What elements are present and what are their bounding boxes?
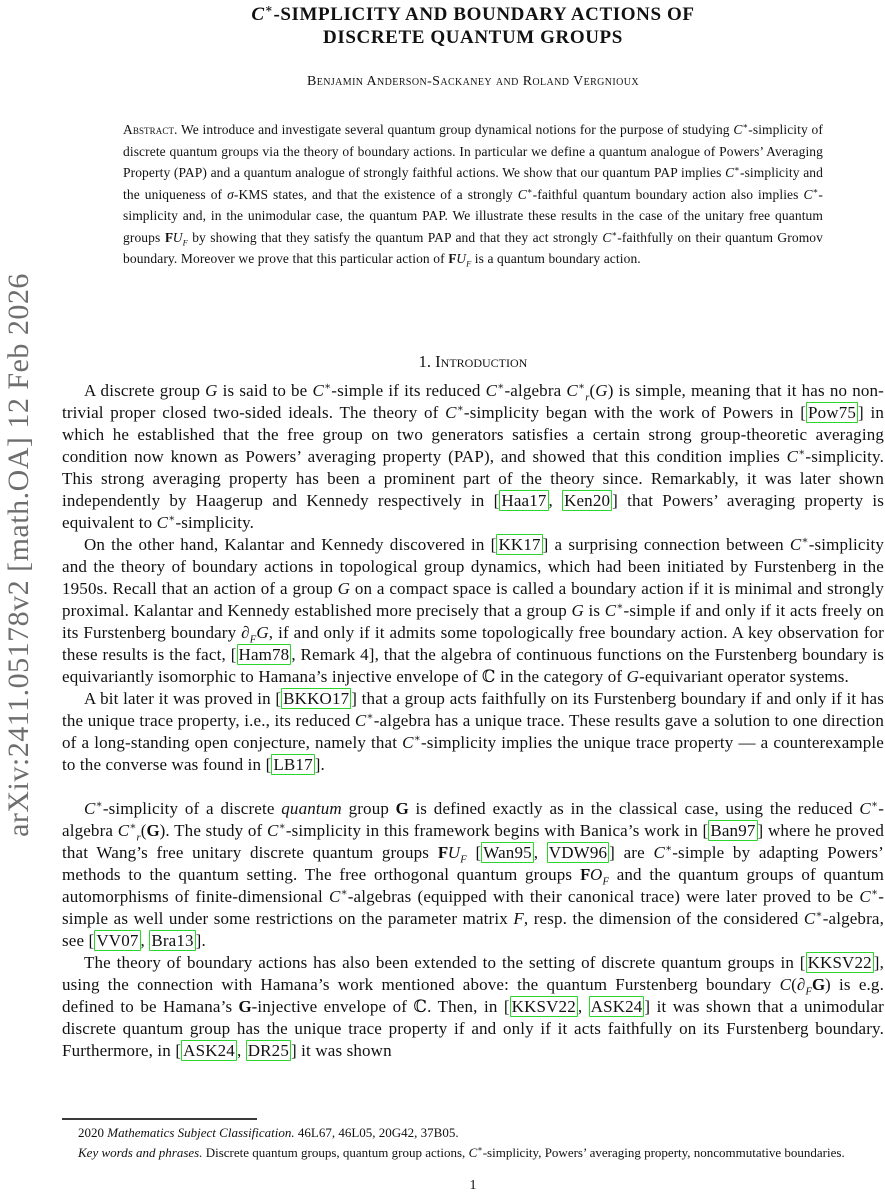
text-segment: is a quantum boundary action. xyxy=(471,251,641,266)
text-segment: ∗ xyxy=(477,1144,483,1154)
text-segment: G xyxy=(337,579,351,598)
text-segment: ∗ xyxy=(413,733,421,745)
text-segment: G xyxy=(395,799,409,818)
text-segment: U xyxy=(456,251,467,266)
text-segment: C xyxy=(402,733,414,752)
text-segment: ] where he proved that Wang’s free unitary discrete quantum groups xyxy=(62,821,884,862)
text-segment: C xyxy=(803,186,813,202)
text-segment: A discrete group xyxy=(84,381,206,400)
citation-link-kksv22[interactable]: KKSV22 xyxy=(511,997,576,1016)
text-segment: G xyxy=(205,381,218,400)
text-segment: , xyxy=(236,1041,246,1060)
text-segment: C xyxy=(445,403,457,422)
text-segment: ∗ xyxy=(323,381,332,393)
text-segment: -simplicity and the theory of boundary actions in topological group dynamics, which had been initiated by Furstenberg in the 1950s. Recall that an action of a group xyxy=(62,535,884,598)
text-segment: C xyxy=(566,381,578,400)
text-segment: , xyxy=(548,491,563,510)
msc-footnote xyxy=(62,1123,884,1143)
citation-link-bkko17[interactable]: BKKO17 xyxy=(283,689,350,708)
text-segment: -algebra has a unique trace. These results gave a solution to one direction of a long-standing open conjecture, namely that xyxy=(62,711,884,752)
text-segment: ] that a group acts faithfully on its Furstenberg boundary if and only if it has the unique trace property, i.e., its reduced xyxy=(62,689,884,730)
text-segment: C xyxy=(468,1144,478,1160)
text-segment: C xyxy=(485,381,498,400)
text-segment: ]. xyxy=(314,755,325,774)
citation-link-ham78[interactable]: Ham78 xyxy=(238,645,290,664)
text-segment: ∗ xyxy=(870,887,879,899)
text-segment: 2020 xyxy=(78,1125,108,1140)
text-segment: ∗ xyxy=(129,821,137,833)
text-segment: ] a surprising connection between xyxy=(542,535,790,554)
text-segment: -simplicity and, in the unimodular case, the quantum PAP. We illustrate these results in the case of the unitary free quantum groups xyxy=(123,186,823,245)
citation-link-ken20[interactable]: Ken20 xyxy=(564,491,611,510)
text-segment: -simplicity and the uniqueness of xyxy=(123,165,823,202)
text-segment: C xyxy=(789,535,802,554)
text-segment: ∗ xyxy=(95,799,103,811)
text-segment: -SIMPLICITY AND BOUNDARY ACTIONS OF xyxy=(273,4,695,25)
text-segment: quantum xyxy=(281,799,342,818)
intro-paragraph-1 xyxy=(62,380,884,534)
text-segment: C xyxy=(328,887,341,906)
text-segment: , xyxy=(577,997,589,1016)
text-segment: C xyxy=(786,447,799,466)
text-segment: is defined exactly as in the classical case, using the reduced xyxy=(408,799,860,818)
text-segment: ) is simple, meaning that it has no non-trivial proper closed two-sided ideals. The theory of xyxy=(62,381,884,422)
text-segment: C xyxy=(733,122,743,137)
text-segment: Mathematics Subject Classification. xyxy=(107,1125,295,1140)
intro-paragraph-5 xyxy=(62,952,884,1062)
text-segment: G xyxy=(626,667,640,686)
text-segment: C xyxy=(517,186,527,202)
text-segment: U xyxy=(447,843,461,862)
text-segment: ( xyxy=(589,381,596,400)
text-segment: C xyxy=(117,821,130,840)
text-segment: C xyxy=(725,165,735,180)
text-segment: ∗ xyxy=(664,843,673,855)
text-segment: ], using the connection with Hamana’s work mentioned above: the quantum Furstenberg boundary xyxy=(62,953,884,994)
paper-title xyxy=(62,3,884,49)
text-segment: -algebra xyxy=(504,381,567,400)
text-segment: by showing that they satisfy the quantum PAP and that they act strongly xyxy=(187,229,603,245)
text-segment: C xyxy=(602,229,612,245)
text-segment: , xyxy=(140,931,150,950)
text-segment: σ xyxy=(227,186,234,202)
abstract xyxy=(123,119,823,270)
intro-paragraph-2 xyxy=(62,534,884,688)
text-segment: ∗ xyxy=(340,887,348,899)
citation-link-haa17[interactable]: Haa17 xyxy=(501,491,547,510)
text-segment: F xyxy=(437,843,448,862)
text-segment: , resp. the dimension of the considered xyxy=(523,909,804,928)
text-segment: ∂ xyxy=(796,975,806,994)
text-segment: -algebras (equipped with their canonical trace) were later proved to be xyxy=(347,887,860,906)
paper-title-line1 xyxy=(62,3,884,26)
text-segment: G xyxy=(146,821,160,840)
text-segment: ] that Powers’ averaging property is equivalent to xyxy=(62,491,884,532)
citation-link-ask24[interactable]: ASK24 xyxy=(183,1041,235,1060)
text-segment: is xyxy=(583,601,605,620)
text-segment: , Remark 4], that the algebra of continuous functions on the Furstenberg boundary is equivariantly isomorphic to Hamana’s injective envelope of ℂ in the category of xyxy=(62,645,885,686)
text-segment: F xyxy=(448,251,457,266)
text-segment: ∗ xyxy=(734,164,740,174)
text-segment: C xyxy=(859,799,871,818)
text-segment: -equivariant operator systems. xyxy=(639,667,849,686)
citation-link-bra13[interactable]: Bra13 xyxy=(151,931,194,950)
text-segment: C xyxy=(251,4,265,25)
citation-link-kk17[interactable]: KK17 xyxy=(498,535,541,554)
text-segment: ∗ xyxy=(812,186,819,195)
citation-link-lb17[interactable]: LB17 xyxy=(273,755,313,774)
text-segment: ∗ xyxy=(616,601,624,613)
keywords-footnote xyxy=(62,1143,884,1163)
text-segment: and the quantum groups of quantum automorphisms of finite-dimensional xyxy=(62,865,884,906)
text-segment: F xyxy=(466,259,472,269)
text-segment: G xyxy=(595,381,608,400)
text-segment: on a compact space is called a boundary action if it is minimal and strongly proximal. Kalantar and Kennedy established more precisely that a group xyxy=(62,579,884,620)
text-segment: , xyxy=(533,843,547,862)
text-segment: -simplicity. xyxy=(175,513,255,532)
text-segment: -faithfully on their quantum Gromov boundary. Moreover we prove that this particular action of xyxy=(123,229,823,266)
text-segment: A bit later it was proved in [ xyxy=(84,689,282,708)
text-segment: 1. xyxy=(418,352,436,371)
text-segment: G xyxy=(238,997,252,1016)
text-segment: Key words and phrases. xyxy=(78,1144,203,1160)
text-segment: C xyxy=(803,909,816,928)
text-segment: -KMS states, and that the existence of a strongly xyxy=(233,186,518,202)
text-segment: On the other hand, Kalantar and Kennedy discovered in [ xyxy=(84,535,497,554)
authors-line: Benjamin Anderson-Sackaney and Roland Vergnioux xyxy=(307,74,639,89)
text-segment: ] are xyxy=(609,843,654,862)
text-segment: ∗ xyxy=(456,403,464,415)
text-segment: O xyxy=(590,865,603,884)
text-segment: ] it was shown xyxy=(290,1041,392,1060)
text-segment: Discrete quantum groups, quantum group actions, xyxy=(202,1144,469,1160)
text-segment: ∗ xyxy=(870,799,879,811)
text-segment: C xyxy=(859,887,871,906)
introduction-body xyxy=(62,380,884,1062)
text-segment: r xyxy=(136,832,141,844)
text-segment: G xyxy=(812,975,826,994)
text-segment: ∗ xyxy=(497,381,505,393)
page-number: 1 xyxy=(469,1178,477,1193)
text-segment: G xyxy=(571,601,584,620)
text-segment: ∗ xyxy=(801,535,809,547)
text-segment: [ xyxy=(466,843,482,862)
text-segment: C xyxy=(779,975,792,994)
citation-link-pow75[interactable]: Pow75 xyxy=(808,403,857,422)
text-segment: C xyxy=(84,799,96,818)
text-segment: -simple by adapting Powers’ methods to the quantum setting. The free orthogonal quantum groups xyxy=(62,843,884,884)
text-segment: F xyxy=(513,909,524,928)
citation-link-vdw96[interactable]: VDW96 xyxy=(548,843,608,862)
text-segment: Introduction xyxy=(435,352,528,371)
intro-paragraph-3 xyxy=(62,688,884,776)
text-segment: ∗ xyxy=(366,711,374,723)
citation-link-ask24[interactable]: ASK24 xyxy=(590,997,643,1016)
intro-paragraph-4 xyxy=(62,798,884,952)
text-segment: -simplicity in this framework begins with Banica’s work in [ xyxy=(285,821,709,840)
text-segment: F xyxy=(182,238,188,248)
text-segment: ] it was shown that a unimodular discrete quantum group has the unique trace property if and only if it acts faithfully on its Furstenberg boundary. Furthermore, in [ xyxy=(62,997,884,1060)
text-segment: F xyxy=(602,876,610,888)
text-segment: -simplicity. This strong averaging property has been a prominent part of the theory since. Remarkably, it was later shown independently by Haagerup and Kennedy respectively in [ xyxy=(62,447,884,510)
text-segment: F xyxy=(460,854,467,866)
section-heading xyxy=(62,352,884,372)
text-segment: is said to be xyxy=(217,381,313,400)
citation-link-kksv22[interactable]: KKSV22 xyxy=(807,953,872,972)
text-segment: ∗ xyxy=(526,186,533,195)
text-segment: -simplicity of discrete quantum groups via the theory of boundary actions. In particular we define a quantum analogue of Powers’ Averaging Property (PAP) and a quantum analogue of strongly faithful actions. We show that our quantum PAP implies xyxy=(123,122,823,180)
text-segment: group xyxy=(341,799,396,818)
text-segment: -algebra, see [ xyxy=(62,909,884,950)
text-segment: U xyxy=(172,229,183,245)
footnote-rule xyxy=(62,1118,257,1120)
text-segment: -simplicity began with the work of Powers in [ xyxy=(463,403,807,422)
text-segment: ∗ xyxy=(815,909,823,921)
text-segment: ). The study of xyxy=(159,821,268,840)
text-segment: Abstract. xyxy=(123,122,178,137)
text-segment: -simplicity of a discrete xyxy=(102,799,282,818)
citation-link-vv07[interactable]: VV07 xyxy=(96,931,139,950)
text-segment: ∗ xyxy=(264,2,274,16)
text-segment: We introduce and investigate several quantum group dynamical notions for the purpose of studying xyxy=(177,122,734,137)
text-segment: -simplicity, Powers’ averaging property, noncommutative boundaries. xyxy=(482,1144,845,1160)
text-segment: -simple as well under some restrictions on the parameter matrix xyxy=(62,887,884,928)
text-segment: -simple if and only if it acts freely on its Furstenberg boundary xyxy=(62,601,884,642)
text-segment: ∗ xyxy=(577,381,586,393)
paper-title-line2 xyxy=(62,26,884,49)
citation-link-ban97[interactable]: Ban97 xyxy=(710,821,756,840)
text-segment: C xyxy=(604,601,617,620)
text-segment: ∗ xyxy=(611,229,618,238)
text-segment: -simple if its reduced xyxy=(331,381,486,400)
text-segment: C xyxy=(312,381,324,400)
text-segment: ∗ xyxy=(278,821,286,833)
text-segment: G xyxy=(256,623,269,642)
citation-link-dr25[interactable]: DR25 xyxy=(247,1041,289,1060)
citation-link-wan95[interactable]: Wan95 xyxy=(483,843,532,862)
text-segment: ∂ xyxy=(241,623,250,642)
text-segment: ] in which he established that the free group on two generators satisfies a certain strong group-theoretic averaging condition now known as Powers’ averaging property (PAP), and showed that this condition implies xyxy=(62,403,884,466)
text-segment: F xyxy=(164,229,173,245)
text-segment: C xyxy=(653,843,665,862)
text-segment: -injective envelope of ℂ. Then, in [ xyxy=(251,997,510,1016)
text-segment: ( xyxy=(140,821,147,840)
text-segment: ( xyxy=(791,975,797,994)
text-segment: ]. xyxy=(195,931,206,950)
text-segment: ∗ xyxy=(168,513,176,525)
text-segment: r xyxy=(585,392,590,404)
arxiv-watermark: arXiv:2411.05178v2 [math.OA] 12 Feb 2026 xyxy=(2,273,35,837)
text-segment: F xyxy=(579,865,591,884)
text-segment: , if and only if it admits some topologically free boundary action. A key observation for these results is the fact, [ xyxy=(62,623,884,664)
text-segment: ∗ xyxy=(798,447,806,459)
text-segment: F xyxy=(805,986,813,998)
text-segment: The theory of boundary actions has also been extended to the setting of discrete quantum groups in [ xyxy=(84,953,806,972)
text-segment: 46L67, 46L05, 20G42, 37B05. xyxy=(294,1125,459,1140)
text-segment: ∗ xyxy=(742,121,749,131)
text-segment: C xyxy=(354,711,367,730)
text-segment: F xyxy=(249,634,257,646)
text-segment: C xyxy=(156,513,169,532)
footnotes xyxy=(62,1123,884,1162)
text-segment: -faithful quantum boundary action also implies xyxy=(532,186,804,202)
text-segment: C xyxy=(267,821,279,840)
text-segment: -simplicity implies the unique trace property — a counterexample to the converse was found in [ xyxy=(62,733,884,774)
text-segment: DISCRETE QUANTUM GROUPS xyxy=(323,27,623,48)
text-segment: -algebra xyxy=(62,799,884,840)
text-segment: ) is e.g. defined to be Hamana’s xyxy=(62,975,884,1016)
